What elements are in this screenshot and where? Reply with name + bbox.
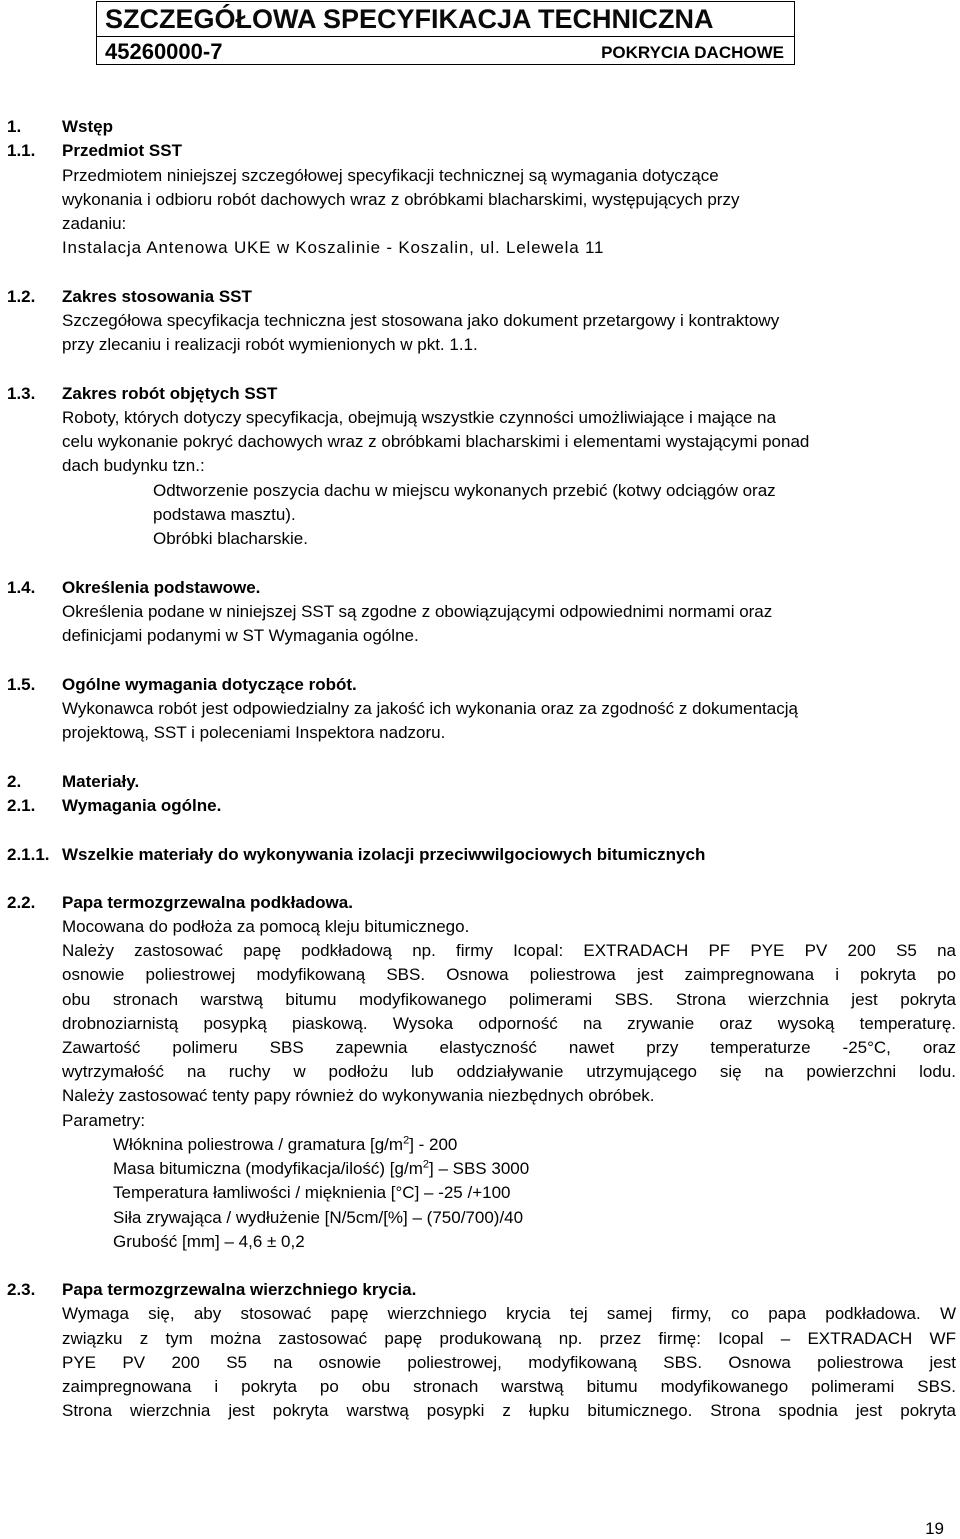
cpv-code: 45260000-7 (105, 39, 223, 64)
parameter-value: ] – SBS 3000 (429, 1159, 530, 1178)
text-line: podstawa masztu). (153, 505, 296, 524)
section-number: 2.3. (7, 1280, 36, 1299)
document-category: POKRYCIA DACHOWE (601, 43, 784, 62)
parameter-text: Włóknina poliestrowa / gramatura [g/m (113, 1135, 404, 1154)
section-number: 1.2. (7, 287, 36, 306)
section-number: 1.3. (7, 384, 36, 403)
header-box (96, 1, 795, 65)
parameter-text: Siła zrywająca / wydłużenie [N/5cm/[%] – (750/700)/40 (113, 1208, 524, 1227)
section-number: 2.2. (7, 893, 36, 912)
section-number: 1.1. (7, 141, 36, 160)
section-number: 1.5. (7, 675, 36, 694)
text-line: obu stronach warstwą bitumu modyfikowanego polimerami SBS. Strona wierzchnia jest pokryta (62, 990, 956, 1009)
text-line: drobnoziarnistą posypką piaskową. Wysoka odporność na zrywanie oraz wysoką temperaturę. (62, 1014, 956, 1033)
parameter-text: Grubość [mm] – 4,6 ± 0,2 (113, 1232, 305, 1251)
document-title: SZCZEGÓŁOWA SPECYFIKACJA TECHNICZNA (97, 2, 794, 37)
section-title: Ogólne wymagania dotyczące robót. (62, 675, 357, 694)
text-line: Zawartość polimeru SBS zapewnia elastyczność nawet przy temperaturze -25°C, oraz (62, 1038, 956, 1057)
section-title: Materiały. (62, 772, 140, 791)
superscript: 2 (403, 1134, 410, 1147)
text-line: Strona wierzchnia jest pokryta warstwą posypki z łupku bitumicznego. Strona spodnia jest pokryta (62, 1401, 956, 1420)
text-line: osnowie poliestrowej modyfikowaną SBS. Osnowa poliestrowa jest zaimpregnowana i pokryta po (62, 965, 956, 984)
section-number: 2. (7, 772, 22, 791)
parameter-text: Temperatura łamliwości / mięknienia [°C] – -25 /+100 (113, 1183, 511, 1202)
section-title: Wstęp (62, 117, 113, 136)
text-line: Odtworzenie poszycia dachu w miejscu wykonanych przebić (kotwy odciągów oraz (153, 481, 776, 500)
page-number: 19 (925, 1519, 944, 1538)
text-line: Określenia podane w niniejszej SST są zgodne z obowiązującymi odpowiednimi normami oraz (62, 602, 773, 621)
section-title: Zakres stosowania SST (62, 287, 252, 306)
text-line: Należy zastosować tenty papy również do wykonywania niezbędnych obróbek. (62, 1086, 655, 1105)
text-line: przy zlecaniu i realizacji robót wymienionych w pkt. 1.1. (62, 335, 478, 354)
text-line: PYE PV 200 S5 na osnowie poliestrowej, modyfikowaną SBS. Osnowa poliestrowa jest (62, 1353, 956, 1372)
text-line: Roboty, których dotyczy specyfikacja, obejmują wszystkie czynności umożliwiające i mające na (62, 408, 776, 427)
text-line: Obróbki blacharskie. (153, 529, 308, 548)
text-line: definicjami podanymi w ST Wymagania ogólne. (62, 626, 419, 645)
text-line: Należy zastosować papę podkładową np. firmy Icopal: EXTRADACH PF PYE PV 200 S5 na (62, 941, 956, 960)
section-title: Wszelkie materiały do wykonywania izolacji przeciwwilgociowych bitumicznych (62, 845, 706, 864)
parameters-label: Parametry: (62, 1111, 146, 1130)
text-line: Szczegółowa specyfikacja techniczna jest stosowana jako dokument przetargowy i kontraktowy (62, 311, 780, 330)
section-number: 2.1. (7, 796, 36, 815)
project-name: Instalacja Antenowa UKE w Koszalinie - Koszalin, ul. Lelewela 11 (62, 238, 605, 257)
superscript: 2 (422, 1158, 429, 1171)
text-line: Przedmiotem niniejszej szczegółowej specyfikacji technicznej są wymagania dotyczące (62, 166, 719, 185)
parameter-value: ] - 200 (409, 1135, 458, 1154)
section-title: Zakres robót objętych SST (62, 384, 278, 403)
text-line: Wymaga się, aby stosować papę wierzchniego krycia tej samej firmy, co papa podkładowa. W (62, 1304, 956, 1323)
section-title: Przedmiot SST (62, 141, 182, 160)
section-title: Papa termozgrzewalna podkładowa. (62, 893, 353, 912)
text-line: związku z tym można zastosować papę produkowaną np. przez firmę: Icopal – EXTRADACH WF (62, 1329, 956, 1348)
text-line: wykonania i odbioru robót dachowych wraz z obróbkami blacharskimi, występujących przy (62, 190, 740, 209)
text-line: celu wykonanie pokryć dachowych wraz z obróbkami blacharskimi i elementami wystającymi ponad (62, 432, 810, 451)
section-title: Wymagania ogólne. (62, 796, 222, 815)
section-title: Papa termozgrzewalna wierzchniego krycia. (62, 1280, 417, 1299)
section-number: 2.1.1. (7, 845, 50, 864)
section-number: 1. (7, 117, 22, 136)
section-number: 1.4. (7, 578, 36, 597)
text-line: dach budynku tzn.: (62, 456, 205, 475)
text-line: Mocowana do podłoża za pomocą kleju bitumicznego. (62, 917, 470, 936)
text-line: projektową, SST i poleceniami Inspektora nadzoru. (62, 723, 446, 742)
text-line: zaimpregnowana i pokryta po obu stronach warstwą bitumu modyfikowanego polimerami SBS. (62, 1377, 956, 1396)
text-line: Wykonawca robót jest odpowiedzialny za jakość ich wykonania oraz za zgodność z dokumentacją (62, 699, 798, 718)
parameter-text: Masa bitumiczna (modyfikacja/ilość) [g/m (113, 1159, 423, 1178)
section-title: Określenia podstawowe. (62, 578, 261, 597)
text-line: zadaniu: (62, 214, 127, 233)
text-line: wytrzymałość na ruchy w podłożu lub oddziaływanie utrzymującego się na powierzchni lodu. (62, 1062, 956, 1081)
